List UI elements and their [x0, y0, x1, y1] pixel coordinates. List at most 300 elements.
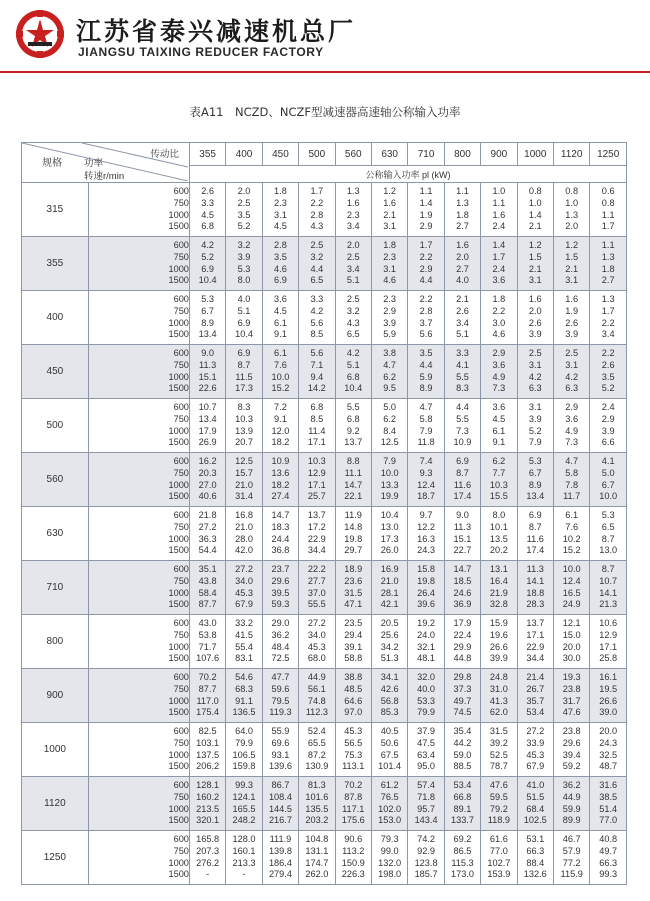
power-value: 2.2: [310, 197, 324, 208]
power-value: 1.9: [565, 305, 579, 316]
power-value: 4.2: [201, 240, 215, 251]
power-value: 2.0: [237, 186, 251, 197]
power-value: 1.1: [456, 186, 469, 197]
power-cell: [262, 561, 298, 615]
power-value: 1.0: [528, 197, 542, 208]
power-value: 5.2: [201, 251, 215, 262]
power-value: 52.5: [489, 749, 508, 760]
speed-value: 1000: [168, 749, 189, 760]
power-cell: [262, 237, 298, 291]
power-value: 79.9: [417, 707, 435, 718]
size-cell: 400: [22, 291, 89, 345]
power-value: 9.7: [419, 510, 433, 521]
power-value: 175.4: [196, 707, 220, 718]
power-value: 4.6: [492, 329, 506, 340]
power-value: 2.2: [492, 305, 506, 316]
power-value: 1.4: [492, 240, 506, 251]
speed-value: 600: [173, 510, 189, 521]
power-value: 3.3: [310, 294, 324, 305]
power-cell: [553, 561, 589, 615]
power-value: 51.3: [380, 653, 399, 664]
power-cell: [371, 831, 407, 885]
ratio-header: 450: [262, 143, 298, 166]
power-value: 1.8: [383, 240, 397, 251]
power-value: 87.2: [307, 749, 326, 760]
power-value: 7.3: [456, 425, 469, 436]
power-value: 3.9: [237, 251, 251, 262]
power-value: 92.9: [417, 845, 435, 856]
power-value: 31.4: [235, 491, 253, 502]
power-value: 28.0: [235, 533, 253, 544]
speed-cell: [88, 345, 189, 399]
power-value: 55.5: [307, 599, 326, 610]
power-value: 10.7: [599, 575, 618, 586]
power-cell: [189, 507, 225, 561]
power-value: 22.7: [453, 545, 472, 556]
power-cell: [553, 453, 589, 507]
power-value: 3.6: [274, 294, 287, 305]
power-value: 27.2: [526, 726, 545, 737]
power-value: 101.4: [378, 761, 402, 772]
power-value: 44.9: [307, 672, 326, 683]
power-value: 7.4: [419, 456, 433, 467]
power-value: 10.3: [235, 413, 253, 424]
power-value: 4.4: [310, 263, 324, 274]
power-cell: [553, 831, 589, 885]
ratio-header: 630: [371, 143, 407, 166]
power-cell: [335, 291, 371, 345]
power-cell: [189, 183, 225, 237]
power-value: 48.4: [271, 641, 290, 652]
power-value: 43.8: [198, 575, 217, 586]
power-value: 216.7: [268, 815, 292, 826]
power-cell: [553, 183, 589, 237]
power-value: 18.8: [526, 587, 545, 598]
power-value: 59.6: [271, 683, 290, 694]
power-cell: [299, 507, 335, 561]
power-value: 54.4: [198, 545, 217, 556]
power-value: 5.0: [601, 467, 615, 478]
power-cell: [262, 507, 298, 561]
power-value: 14.2: [307, 383, 326, 394]
speed-value: 750: [173, 521, 189, 532]
power-value: 118.9: [487, 815, 511, 826]
power-value: 7.8: [565, 479, 579, 490]
power-value: 28.3: [526, 599, 545, 610]
power-value: 24.8: [489, 672, 508, 683]
power-value: 2.1: [528, 221, 542, 232]
power-cell: [189, 561, 225, 615]
power-value: 279.4: [268, 869, 292, 880]
power-value: 165.8: [196, 834, 220, 845]
power-value: 2.1: [383, 209, 397, 220]
power-value: 31.5: [489, 726, 508, 737]
power-value: 15.1: [453, 533, 472, 544]
power-value: 9.1: [274, 329, 287, 340]
power-table: [21, 142, 627, 885]
power-cell: [226, 723, 262, 777]
power-value: 6.8: [310, 402, 324, 413]
power-value: 34.4: [526, 653, 545, 664]
power-value: 89.1: [453, 803, 472, 814]
power-value: 3.7: [419, 317, 433, 328]
speed-value: 600: [173, 240, 189, 251]
power-value: 9.5: [383, 383, 397, 394]
power-value: 32.1: [417, 641, 435, 652]
power-value: 13.4: [526, 491, 545, 502]
power-value: 69.6: [271, 737, 290, 748]
power-value: 39.9: [489, 653, 508, 664]
power-value: 12.0: [271, 425, 290, 436]
speed-value: 750: [173, 791, 189, 802]
power-value: 3.6: [565, 413, 579, 424]
power-cell: [481, 723, 517, 777]
power-value: 33.9: [526, 737, 545, 748]
power-value: 34.1: [380, 672, 399, 683]
power-cell: [590, 291, 627, 345]
power-value: 8.0: [237, 275, 251, 286]
power-value: 61.6: [489, 834, 508, 845]
speed-value: 1000: [168, 857, 189, 868]
power-value: 74.8: [307, 695, 326, 706]
ratio-header: 355: [189, 143, 225, 166]
power-value: 16.3: [417, 533, 435, 544]
power-value: 63.4: [417, 749, 435, 760]
power-value: 3.1: [528, 275, 542, 286]
speed-value: 1500: [168, 275, 189, 286]
power-value: 2.4: [492, 221, 506, 232]
power-value: 3.5: [601, 371, 615, 382]
power-value: 6.8: [201, 221, 215, 232]
power-value: 160.1: [232, 845, 256, 856]
power-value: 102.5: [523, 815, 547, 826]
power-value: 5.1: [346, 275, 360, 286]
power-cell: [408, 561, 444, 615]
power-value: 19.3: [562, 672, 581, 683]
power-cell: [517, 399, 553, 453]
power-value: 124.1: [232, 791, 256, 802]
power-cell: [189, 777, 225, 831]
power-value: 4.2: [310, 305, 324, 316]
power-value: 3.9: [528, 329, 542, 340]
power-value: 3.4: [601, 329, 615, 340]
power-value: 2.1: [528, 263, 542, 274]
power-cell: [371, 507, 407, 561]
power-value: 4.2: [528, 371, 542, 382]
power-cell: [444, 507, 480, 561]
power-value: 198.0: [378, 869, 402, 880]
size-cell: 560: [22, 453, 89, 507]
power-value: 1.7: [419, 240, 433, 251]
power-cell: [226, 237, 262, 291]
power-value: 15.5: [489, 491, 508, 502]
power-value: 3.1: [565, 275, 579, 286]
power-value: 107.6: [196, 653, 220, 664]
power-value: 1.7: [492, 251, 506, 262]
power-value: 130.9: [305, 761, 329, 772]
power-value: 56.1: [307, 683, 326, 694]
power-value: 12.4: [417, 479, 435, 490]
power-value: 1.3: [601, 294, 615, 305]
power-value: 7.1: [310, 359, 324, 370]
power-value: 93.1: [271, 749, 290, 760]
speed-value: 750: [173, 413, 189, 424]
power-value: 3.4: [346, 263, 360, 274]
power-value: 104.8: [305, 834, 329, 845]
power-value: 29.0: [271, 618, 290, 629]
power-value: 47.1: [344, 599, 363, 610]
power-value: 12.9: [599, 629, 618, 640]
power-value: 9.0: [456, 510, 469, 521]
power-value: 88.5: [453, 761, 472, 772]
power-cell: [517, 723, 553, 777]
power-value: 14.8: [344, 521, 363, 532]
power-value: 56.8: [380, 695, 399, 706]
power-value: 12.5: [380, 437, 399, 448]
power-value: 66.8: [453, 791, 472, 802]
power-value: 1.3: [601, 251, 615, 262]
power-value: 3.2: [310, 251, 324, 262]
power-value: 3.1: [528, 359, 542, 370]
power-value: 39.4: [562, 749, 581, 760]
power-value: 67.9: [235, 599, 253, 610]
power-value: 15.1: [198, 371, 217, 382]
power-value: 150.9: [341, 857, 365, 868]
power-value: 37.0: [307, 587, 326, 598]
power-cell: [335, 507, 371, 561]
power-value: 40.6: [198, 491, 217, 502]
company-logo: [14, 8, 66, 60]
power-value: 8.5: [310, 413, 324, 424]
power-cell: [226, 507, 262, 561]
ratio-header: 1000: [517, 143, 553, 166]
power-value: 8.8: [346, 456, 360, 467]
power-value: 7.3: [565, 437, 579, 448]
power-cell: [517, 507, 553, 561]
power-value: 103.1: [196, 737, 220, 748]
power-value: 21.0: [380, 575, 399, 586]
power-value: 18.5: [453, 575, 472, 586]
power-value: 1.2: [383, 186, 397, 197]
power-cell: [262, 453, 298, 507]
power-value: 1.7: [310, 186, 324, 197]
power-value: 10.2: [562, 533, 581, 544]
power-value: 53.4: [526, 707, 545, 718]
power-value: 48.7: [599, 761, 618, 772]
power-cell: [408, 507, 444, 561]
power-value: 5.6: [419, 329, 433, 340]
power-value: 42.1: [380, 599, 399, 610]
speed-value: 1000: [168, 425, 189, 436]
ratio-header: 400: [226, 143, 262, 166]
power-value: 18.9: [344, 564, 363, 575]
power-value: 12.4: [562, 575, 581, 586]
power-value: 36.3: [198, 533, 217, 544]
power-cell: [553, 777, 589, 831]
power-value: 15.9: [489, 618, 508, 629]
power-value: 139.8: [268, 845, 292, 856]
power-cell: [299, 723, 335, 777]
power-value: 26.4: [417, 587, 435, 598]
company-name-cn: 江苏省泰兴减速机总厂: [76, 17, 357, 46]
power-value: 13.3: [380, 479, 399, 490]
power-value: 11.6: [526, 533, 544, 544]
power-value: 7.9: [419, 425, 433, 436]
power-value: 24.3: [599, 737, 618, 748]
power-value: 6.9: [528, 510, 542, 521]
power-value: 1.0: [565, 197, 579, 208]
power-value: 108.4: [268, 791, 292, 802]
speed-cell: [88, 561, 189, 615]
speed-value: 1500: [168, 869, 189, 880]
speed-value: 600: [173, 726, 189, 737]
power-value: 113.2: [342, 845, 365, 856]
power-value: 185.7: [414, 869, 438, 880]
power-value: 34.0: [235, 575, 253, 586]
power-value: 2.4: [492, 263, 506, 274]
power-value: 1.0: [492, 186, 506, 197]
power-value: 25.7: [307, 491, 326, 502]
speed-value: 1500: [168, 383, 189, 394]
power-value: 128.1: [196, 780, 220, 791]
speed-value: 600: [173, 456, 189, 467]
power-value: 42.6: [380, 683, 399, 694]
power-value: 4.2: [346, 348, 360, 359]
power-cell: [590, 507, 627, 561]
power-value: 1.3: [346, 186, 360, 197]
power-value: 20.5: [380, 618, 399, 629]
power-value: 113.1: [342, 761, 365, 772]
power-cell: [408, 183, 444, 237]
power-value: 2.6: [565, 317, 579, 328]
power-value: 2.3: [346, 209, 360, 220]
power-cell: [371, 345, 407, 399]
power-cell: [481, 399, 517, 453]
power-value: 20.0: [562, 641, 581, 652]
power-value: 12.2: [417, 521, 435, 532]
power-value: 8.7: [528, 521, 542, 532]
power-value: 3.9: [528, 413, 542, 424]
power-value: 58.4: [198, 587, 217, 598]
power-cell: [262, 777, 298, 831]
power-cell: [371, 237, 407, 291]
power-value: 5.2: [528, 425, 542, 436]
power-value: 1.3: [456, 197, 469, 208]
power-value: 3.1: [274, 209, 287, 220]
power-cell: [517, 345, 553, 399]
power-value: 91.1: [235, 695, 253, 706]
power-value: 66.3: [599, 857, 618, 868]
power-value: 31.6: [599, 780, 618, 791]
power-value: 75.3: [344, 749, 363, 760]
power-value: 77.0: [599, 815, 618, 826]
power-cell: [335, 237, 371, 291]
power-value: 9.1: [492, 437, 506, 448]
power-value: 10.0: [562, 564, 581, 575]
power-value: 40.8: [599, 834, 618, 845]
power-value: 6.3: [565, 383, 579, 394]
power-cell: [299, 291, 335, 345]
power-value: 5.8: [565, 467, 579, 478]
power-value: 31.7: [562, 695, 581, 706]
power-value: 6.5: [346, 329, 360, 340]
speed-cell: [88, 291, 189, 345]
power-value: 29.6: [562, 737, 581, 748]
power-cell: [408, 291, 444, 345]
speed-value: 1500: [168, 221, 189, 232]
power-cell: [335, 723, 371, 777]
power-value: 132.0: [378, 857, 402, 868]
power-value: 3.4: [456, 317, 469, 328]
power-value: 174.7: [305, 857, 329, 868]
power-cell: [408, 777, 444, 831]
power-cell: [299, 615, 335, 669]
power-cell: [299, 777, 335, 831]
company-name-en: JIANGSU TAIXING REDUCER FACTORY: [78, 45, 324, 59]
power-value: 59.2: [562, 761, 581, 772]
power-value: 22.6: [198, 383, 217, 394]
power-value: 59.5: [489, 791, 508, 802]
power-value: 203.2: [305, 815, 329, 826]
power-value: 2.7: [456, 221, 469, 232]
power-value: 18.2: [271, 479, 290, 490]
power-value: 1.8: [274, 186, 287, 197]
power-value: 8.3: [237, 402, 251, 413]
power-value: 2.6: [201, 186, 215, 197]
power-value: 19.9: [380, 491, 399, 502]
power-value: 24.4: [271, 533, 290, 544]
power-cell: [335, 453, 371, 507]
power-value: 53.4: [453, 780, 472, 791]
power-cell: [299, 399, 335, 453]
power-cell: [444, 237, 480, 291]
power-value: 6.9: [237, 317, 251, 328]
power-value: 153.9: [487, 869, 511, 880]
power-value: 2.5: [346, 294, 360, 305]
ratio-header: 1120: [553, 143, 589, 166]
power-value: 13.7: [526, 618, 545, 629]
power-value: 106.5: [232, 749, 256, 760]
power-value: 7.9: [528, 437, 542, 448]
power-cell: [335, 777, 371, 831]
power-value: 23.7: [271, 564, 290, 575]
power-value: 26.9: [198, 437, 217, 448]
power-value: 1.5: [565, 251, 579, 262]
power-value: 64.0: [235, 726, 253, 737]
power-value: 24.6: [453, 587, 472, 598]
power-value: 67.9: [526, 761, 545, 772]
power-cell: [517, 183, 553, 237]
power-value: 139.6: [268, 761, 292, 772]
power-value: 135.5: [305, 803, 329, 814]
power-value: 11.3: [526, 564, 544, 575]
power-value: 71.7: [198, 641, 217, 652]
power-value: 3.2: [346, 305, 360, 316]
power-value: 74.5: [453, 707, 472, 718]
table-row: [22, 777, 627, 831]
power-cell: [481, 561, 517, 615]
power-value: 17.3: [380, 533, 399, 544]
power-value: 36.8: [271, 545, 290, 556]
power-value: 72.5: [271, 653, 290, 664]
power-value: 85.3: [380, 707, 399, 718]
power-value: 83.1: [235, 653, 253, 664]
power-value: 24.9: [562, 599, 581, 610]
power-cell: [226, 345, 262, 399]
power-cell: [553, 291, 589, 345]
power-value: 133.7: [450, 815, 474, 826]
power-value: 21.4: [526, 672, 545, 683]
